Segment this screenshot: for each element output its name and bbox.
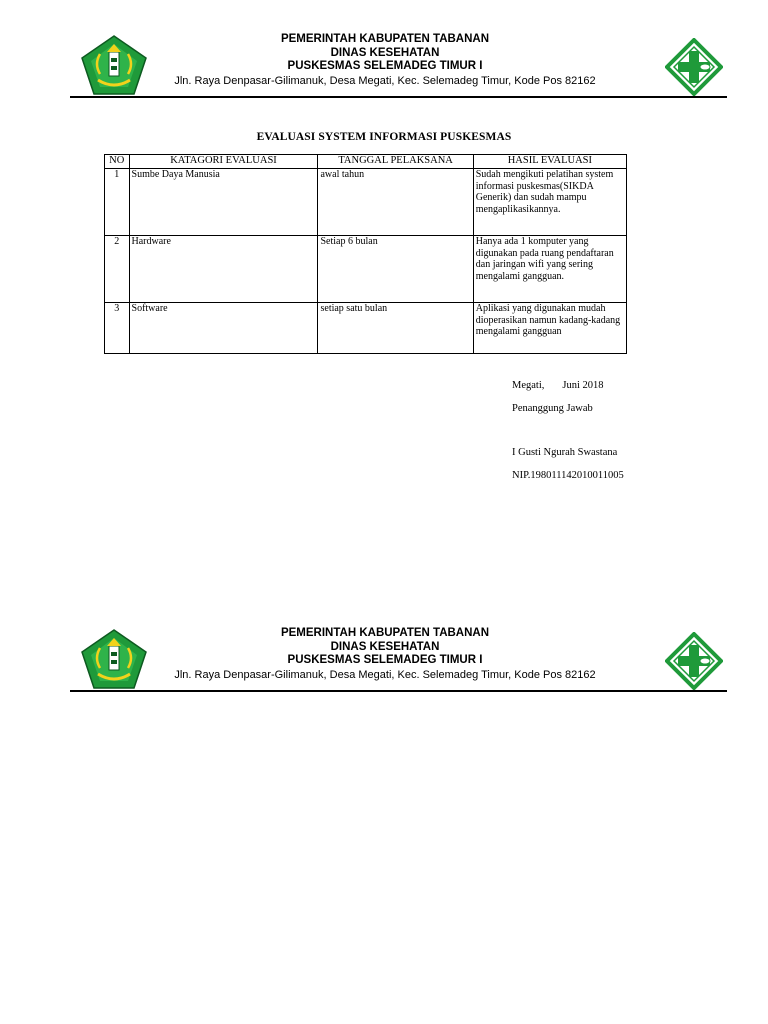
signature-name: I Gusti Ngurah Swastana: [512, 447, 618, 458]
cell-tanggal: Setiap 6 bulan: [318, 236, 473, 303]
cell-kategori: Software: [129, 303, 318, 354]
dept-name: DINAS KESEHATAN: [330, 640, 440, 653]
address: Jln. Raya Denpasar-Gilimanuk, Desa Megati, Kec. Selemadeg Timur, Kode Pos 82162: [174, 668, 596, 681]
cell-hasil: Sudah mengikuti pelatihan system informasi puskesmas(SIKDA Generik) dan sudah mampu mengaplikasikannya.: [473, 169, 626, 236]
letterhead-text: [150, 33, 620, 89]
signature-place: Megati,: [512, 380, 545, 391]
letterhead-divider: [70, 96, 727, 98]
document-title: EVALUASI SYSTEM INFORMASI PUSKESMAS: [256, 131, 512, 143]
cell-hasil: Aplikasi yang digunakan mudah dioperasikan namun kadang-kadang mengalami gangguan: [473, 303, 626, 354]
header-tanggal: TANGGAL PELAKSANA: [318, 155, 473, 169]
signature-role: Penanggung Jawab: [512, 403, 593, 414]
table-row: [105, 303, 627, 354]
table-row: [105, 236, 627, 303]
cell-kategori: Sumbe Daya Manusia: [129, 169, 318, 236]
cell-tanggal: awal tahun: [318, 169, 473, 236]
table-row: [105, 169, 627, 236]
dept-name: DINAS KESEHATAN: [330, 46, 440, 59]
puskesmas-name: PUSKESMAS SELEMADEG TIMUR I: [287, 60, 483, 72]
letterhead-text: [150, 627, 620, 683]
header-no: NO: [105, 155, 130, 169]
cell-tanggal: setiap satu bulan: [318, 303, 473, 354]
cell-hasil: Hanya ada 1 komputer yang digunakan pada ruang pendaftaran dan jaringan wifi yang sering mengalami gangguan.: [473, 236, 626, 303]
table-header-row: [105, 155, 627, 169]
signature-date: Juni 2018: [562, 380, 604, 391]
cell-no: 3: [105, 303, 130, 354]
gov-name: PEMERINTAH KABUPATEN TABANAN: [280, 627, 490, 639]
puskesmas-logo-icon: [665, 38, 723, 96]
header-hasil: HASIL EVALUASI: [473, 155, 626, 169]
tabanan-regency-emblem-icon: [80, 628, 148, 690]
letterhead: [0, 28, 768, 98]
signature-nip: NIP.198011142010011005: [512, 470, 624, 481]
cell-kategori: Hardware: [129, 236, 318, 303]
tabanan-regency-emblem-icon: [80, 34, 148, 96]
cell-no: 2: [105, 236, 130, 303]
puskesmas-name: PUSKESMAS SELEMADEG TIMUR I: [287, 654, 483, 666]
letterhead-divider: [70, 690, 727, 692]
letterhead-page-2: [0, 622, 768, 692]
address: Jln. Raya Denpasar-Gilimanuk, Desa Megati, Kec. Selemadeg Timur, Kode Pos 82162: [174, 74, 596, 87]
cell-no: 1: [105, 169, 130, 236]
evaluation-table: [104, 154, 627, 354]
puskesmas-logo-icon: [665, 632, 723, 690]
header-kategori: KATAGORI EVALUASI: [129, 155, 318, 169]
signature-place-date: [512, 380, 604, 391]
gov-name: PEMERINTAH KABUPATEN TABANAN: [280, 33, 490, 45]
